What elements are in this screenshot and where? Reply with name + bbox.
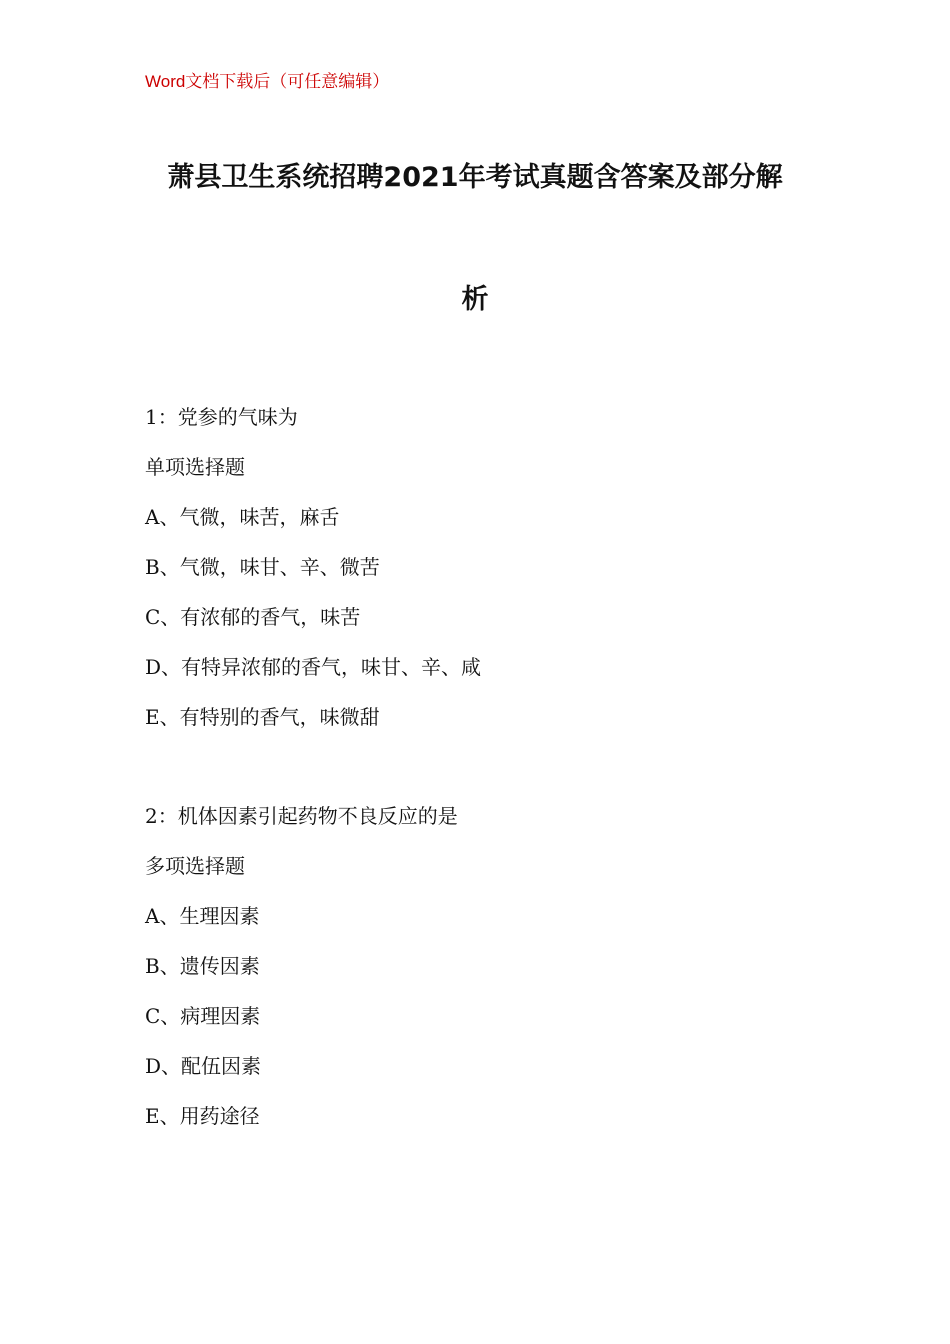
question-type: 多项选择题 xyxy=(145,854,245,878)
question-stem: 1：党参的气味为 xyxy=(145,405,298,429)
option-a: A、气微，味苦，麻舌 xyxy=(145,505,340,529)
document-title-line-2: 析 xyxy=(461,284,489,315)
option-b: B、气微，味甘、辛、微苦 xyxy=(145,555,380,579)
option-b: B、遗传因素 xyxy=(145,954,260,978)
option-d: D、有特异浓郁的香气，味甘、辛、咸 xyxy=(145,655,482,679)
question-1 xyxy=(145,402,845,752)
option-c: C、有浓郁的香气，味苦 xyxy=(145,605,361,629)
option-e: E、用药途径 xyxy=(145,1104,260,1128)
question-stem: 2：机体因素引起药物不良反应的是 xyxy=(145,804,458,828)
option-e: E、有特别的香气，味微甜 xyxy=(145,705,380,729)
question-type: 单项选择题 xyxy=(145,455,245,479)
document-title-line-1: 萧县卫生系统招聘2021年考试真题含答案及部分解 xyxy=(167,162,783,193)
download-watermark: Word文档下载后（可任意编辑） xyxy=(145,72,390,91)
question-2 xyxy=(145,801,845,1151)
option-a: A、生理因素 xyxy=(145,904,260,928)
option-c: C、病理因素 xyxy=(145,1004,261,1028)
option-d: D、配伍因素 xyxy=(145,1054,262,1078)
